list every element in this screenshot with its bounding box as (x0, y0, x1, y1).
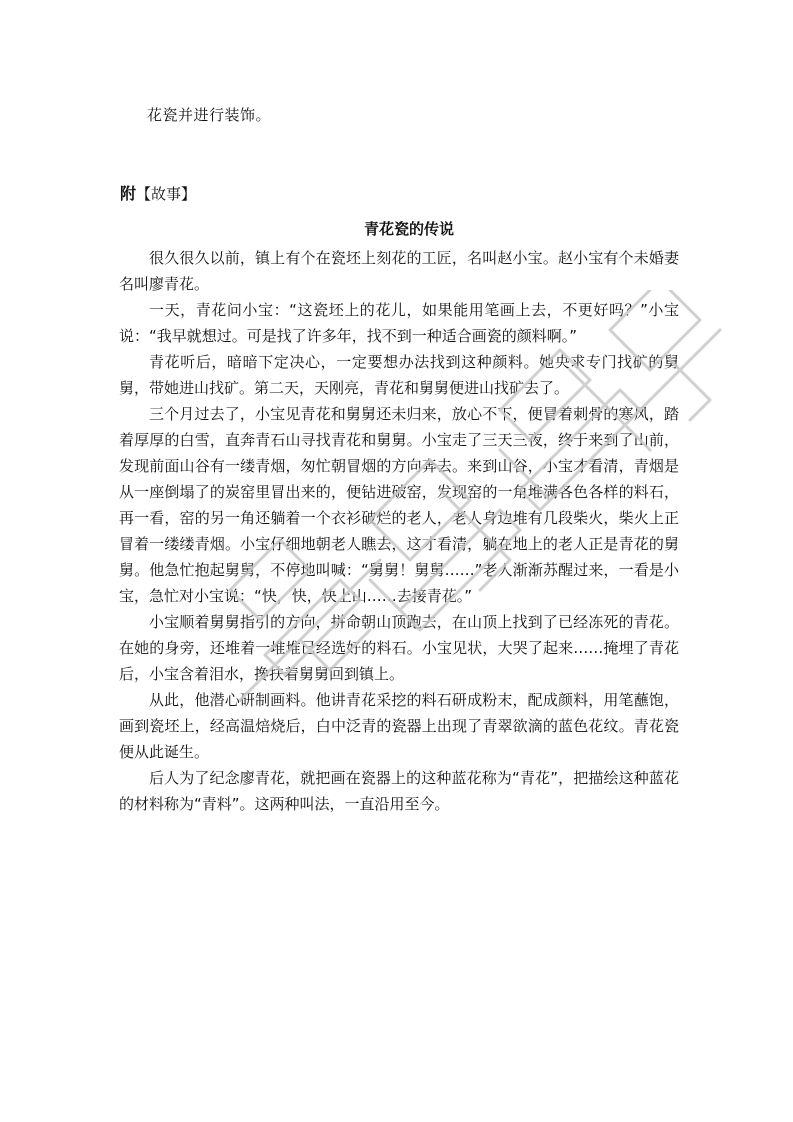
story-paragraph: 青花听后，暗暗下定决心，一定要想办法找到这种颜料。她央求专门找矿的舅舅，带她进山找矿。第二天，天刚亮，青花和舅舅便进山找矿去了。 (119, 353, 679, 397)
story-body (119, 245, 679, 817)
story-paragraph: 从此，他潜心研制画料。他讲青花采挖的料石研成粉末，配成颜料，用笔蘸饱，画到瓷坯上，经高温焙烧后，白中泛青的瓷器上出现了青翠欲滴的蓝色花纹。青花瓷便从此诞生。 (119, 691, 679, 761)
story-paragraph: 小宝顺着舅舅指引的方向，拼命朝山顶跑去，在山顶上找到了已经冻死的青花。在她的身旁，还堆着一堆堆已经选好的料石。小宝见状，大哭了起来……掩埋了青花后，小宝含着泪水，搀扶着舅舅回到镇上。 (119, 613, 679, 683)
story-title: 青花瓷的传说 (363, 220, 454, 238)
section-prefix: 附 (120, 184, 137, 203)
story-paragraph: 很久很久以前，镇上有个在瓷坯上刻花的工匠，名叫赵小宝。赵小宝有个未婚妻名叫廖青花。 (119, 249, 679, 293)
section-heading (120, 181, 196, 204)
story-paragraph: 三个月过去了，小宝见青花和舅舅还未归来，放心不下，便冒着刺骨的寒风，踏着厚厚的白雪，直奔青石山寻找青花和舅舅。小宝走了三天三夜，终于来到了山前，发现前面山谷有一缕青烟，匆忙朝冒烟的方向奔去。来到山谷，小宝才看清，青烟是从一座倒塌了的炭窑里冒出来的，便钻进破窑，发现窑的一角堆满各色各样的料石，再一看，窑的另一角还躺着一个衣衫破烂的老人，老人身边堆有几段柴火，柴火上正冒着一缕缕青烟。小宝仔细地朝老人瞧去，这才看清，躺在地上的老人正是青花的舅舅。他急忙抱起舅舅，不停地叫喊：“舅舅！舅舅……”老人渐渐苏醒过来，一看是小宝，急忙对小宝说：“快，快，快上山……去接青花。” (119, 405, 679, 605)
story-paragraph: 后人为了纪念廖青花，就把画在瓷器上的这种蓝花称为“青花”，把描绘这种蓝花的材料称为“青料”。这两种叫法，一直沿用至今。 (119, 769, 679, 813)
section-label: 【故事】 (136, 185, 197, 203)
intro-line: 花瓷并进行装饰。 (147, 106, 272, 124)
story-paragraph: 一天，青花问小宝：“这瓷坯上的花儿，如果能用笔画上去，不更好吗？”小宝说：“我早就想过。可是找了许多年，找不到一种适合画瓷的颜料啊。” (119, 301, 679, 345)
